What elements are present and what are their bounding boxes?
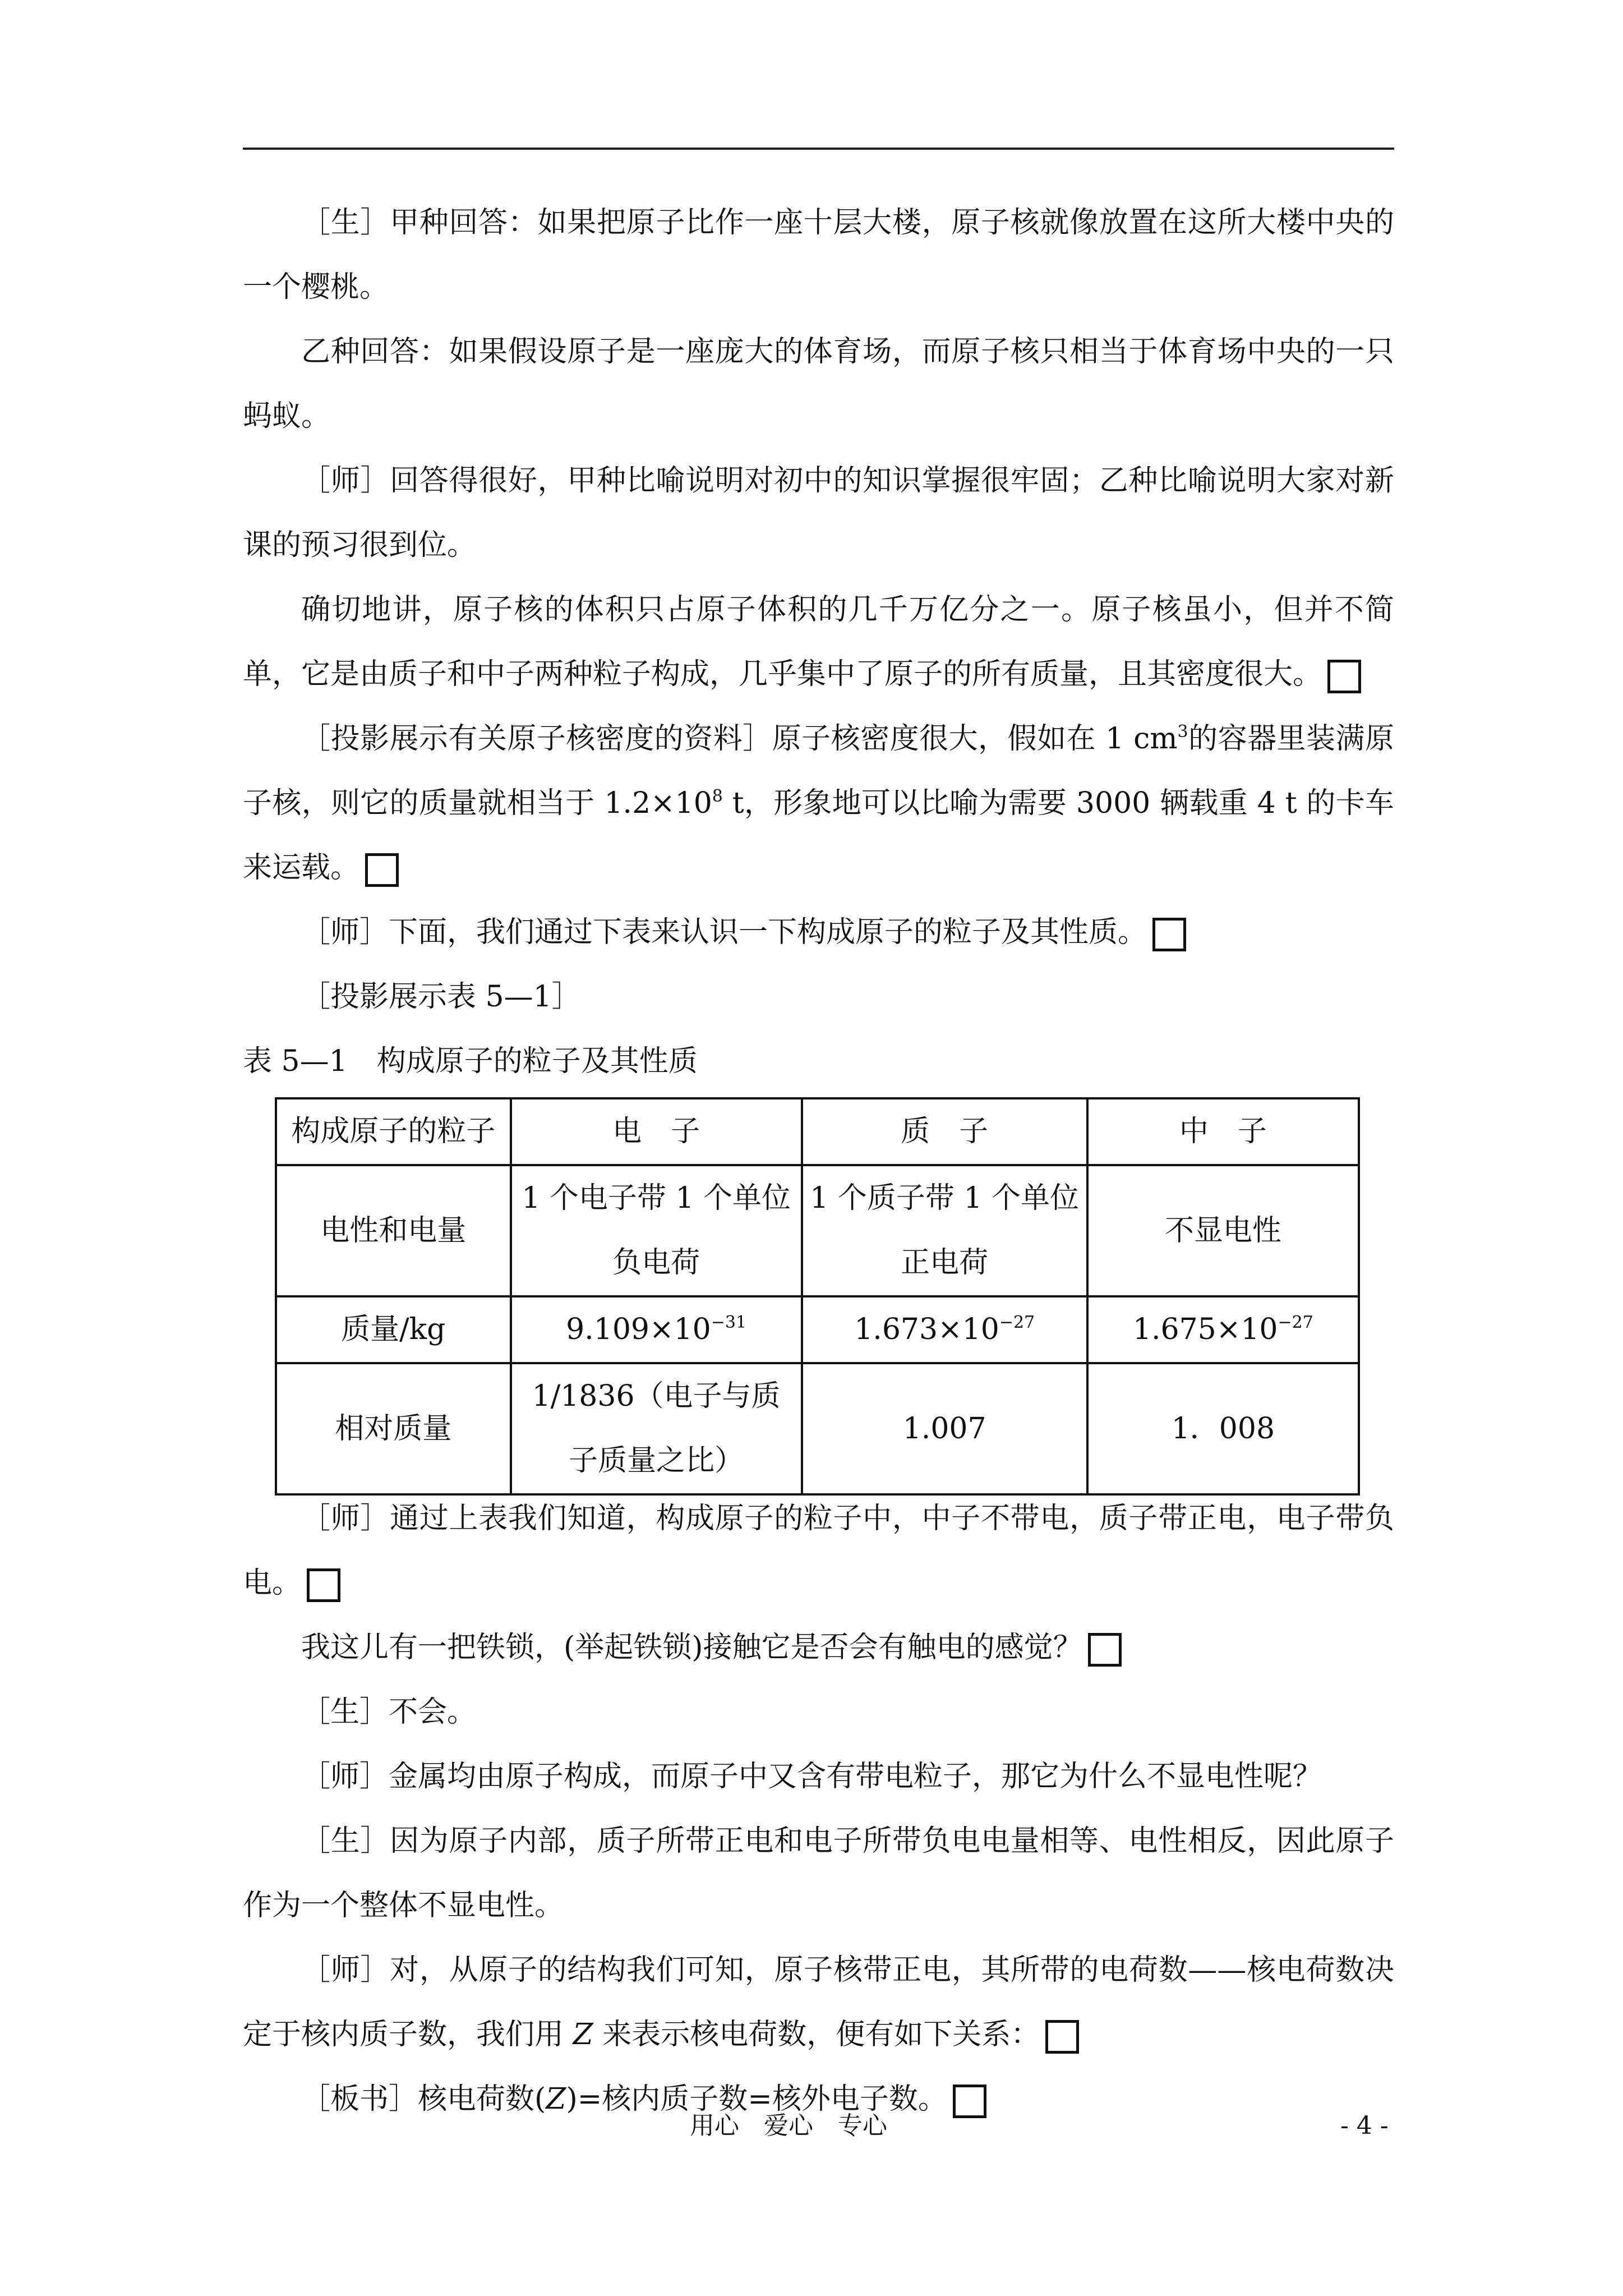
checkbox-marker — [1327, 660, 1361, 693]
table-header-cell: 质 子 — [802, 1098, 1087, 1165]
paragraph-student-explanation: ［生］因为原子内部，质子所带正电和电子所带负电电量相等、电性相反，因此原子作为一个整体不显电性。 — [243, 1824, 1394, 1922]
footer-motto: 用心 爱心 专心 — [690, 2111, 887, 2140]
paragraph-nuclear-charge: ［师］对，从原子的结构我们可知，原子核带正电，其所带的电荷数——核电荷数决定于核内质子数，我们用 Z 来表示核电荷数，便有如下关系： — [243, 1938, 1394, 2067]
table-cell: 1．008 — [1087, 1363, 1359, 1494]
table-header-cell: 中 子 — [1087, 1098, 1359, 1165]
checkbox-marker — [1045, 2020, 1079, 2054]
table-header-cell: 电 子 — [511, 1098, 802, 1165]
table-cell: 1 个质子带 1 个单位正电荷 — [802, 1165, 1087, 1296]
body-text-top — [243, 191, 1394, 1094]
checkbox-marker — [365, 853, 399, 887]
table-cell: 不显电性 — [1087, 1165, 1359, 1296]
paragraph-student-no: ［生］不会。 — [301, 1695, 477, 1729]
table-row-relative-mass — [276, 1363, 1359, 1494]
paragraph-iron-lock: 我这儿有一把铁锁，(举起铁锁)接触它是否会有触电的感觉？ — [243, 1616, 1394, 1680]
body-text-bottom — [243, 1487, 1394, 2132]
table-header-row — [276, 1098, 1359, 1165]
paragraph-teacher-comment: ［师］回答得很好，甲种比喻说明对初中的知识掌握很牢固；乙种比喻说明大家对新课的预习很到位。 — [243, 464, 1394, 562]
paragraph-table-conclusion: ［师］通过上表我们知道，构成原子的粒子中，中子不带电，质子带正电，电子带负电。 — [243, 1487, 1394, 1616]
paragraph-student-answer-b: 乙种回答：如果假设原子是一座庞大的体育场，而原子核只相当于体育场中央的一只蚂蚁。 — [243, 335, 1394, 433]
checkbox-marker — [1088, 1633, 1122, 1667]
table-cell: 1.007 — [802, 1363, 1087, 1494]
particle-properties-table — [275, 1097, 1360, 1496]
checkbox-marker — [307, 1568, 340, 1602]
table-caption: 表 5—1 构成原子的粒子及其性质 — [243, 1045, 698, 1078]
table-cell: 1/1836（电子与质子质量之比） — [511, 1363, 802, 1494]
table-cell: 1 个电子带 1 个单位负电荷 — [511, 1165, 802, 1296]
paragraph-teacher-question: ［师］金属均由原子构成，而原子中又含有带电粒子，那它为什么不显电性呢？ — [301, 1760, 1322, 1793]
table-cell: $9.109\times 10^{-31}$ — [511, 1296, 802, 1363]
paragraph-table-intro: ［师］下面，我们通过下表来认识一下构成原子的粒子及其性质。 — [243, 900, 1394, 965]
table-row-charge — [276, 1165, 1359, 1296]
table-cell: $1.673\times 10^{-27}$ — [802, 1296, 1087, 1363]
page-number: - 4 - — [1340, 2111, 1389, 2140]
checkbox-marker — [953, 2085, 986, 2118]
paragraph-board-writing: ［板书］核电荷数(Z)=核内质子数=核外电子数。 — [243, 2067, 1394, 2132]
checkbox-marker — [1152, 918, 1186, 951]
table-row-label: 相对质量 — [276, 1363, 511, 1494]
paragraph-nucleus-size: 确切地讲，原子核的体积只占原子体积的几千万亿分之一。原子核虽小，但并不简单，它是由质子和中子两种粒子构成，几乎集中了原子的所有质量，且其密度很大。 — [243, 578, 1394, 707]
header-rule — [243, 148, 1394, 150]
table-cell: $1.675\times 10^{-27}$ — [1087, 1296, 1359, 1363]
paragraph-projection: ［投影展示表 5—1］ — [301, 980, 581, 1014]
table-row-label: 电性和电量 — [276, 1165, 511, 1296]
table-header-cell: 构成原子的粒子 — [276, 1098, 511, 1165]
paragraph-nucleus-density: ［投影展示有关原子核密度的资料］原子核密度很大，假如在 1 $cm^3$的容器里装满原子核，则它的质量就相当于 $1.2\times 10^8$ t，形象地可以比喻为需要 3000 辆载重 4 t 的卡车来运载。 — [243, 707, 1394, 900]
table-row-mass — [276, 1296, 1359, 1363]
paragraph-student-answer-a: ［生］甲种回答：如果把原子比作一座十层大楼，原子核就像放置在这所大楼中央的一个樱桃。 — [243, 206, 1394, 304]
table-row-label: 质量/kg — [276, 1296, 511, 1363]
